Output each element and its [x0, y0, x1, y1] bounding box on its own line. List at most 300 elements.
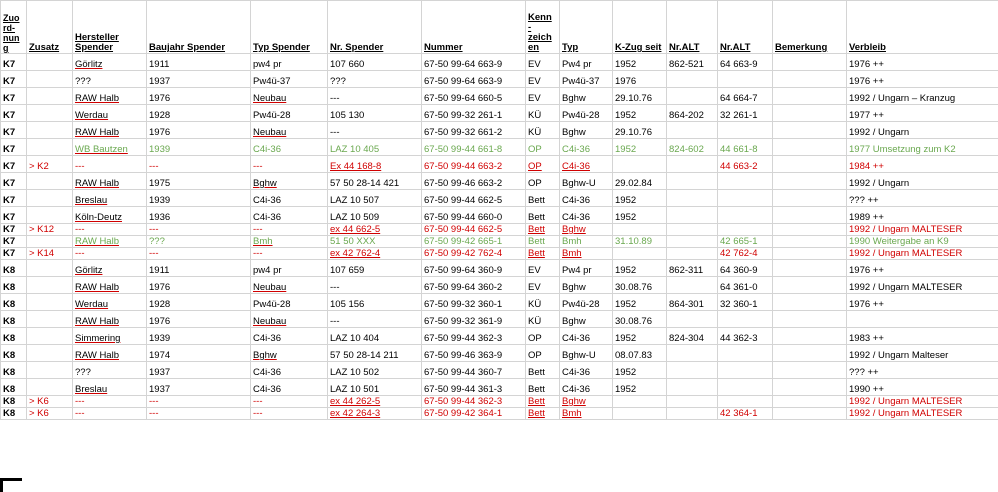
cell-typ-spender: C4i-36 [251, 190, 328, 207]
cell-typ: Pw4ü-28 [560, 105, 613, 122]
cell-zuordnung: K8 [1, 345, 27, 362]
cell-baujahr: 1975 [147, 173, 251, 190]
cell-baujahr: 1937 [147, 379, 251, 396]
header-typ-spender: Typ Spender [251, 1, 328, 54]
cell-baujahr: --- [147, 396, 251, 408]
cell-verbleib: 1992 / Ungarn [847, 122, 998, 139]
cell-baujahr: 1939 [147, 139, 251, 156]
cell-kennzeichen: Bett [526, 190, 560, 207]
cell-hersteller: Werdau [73, 294, 147, 311]
cell-nr-spender: ex 44 662-5 [328, 224, 422, 236]
cell-baujahr: --- [147, 408, 251, 420]
header-nralt-2: Nr.ALT [718, 1, 773, 54]
cell-kennzeichen: EV [526, 260, 560, 277]
cell-zusatz [27, 207, 73, 224]
cell-hersteller: --- [73, 156, 147, 173]
cell-nralt-2 [718, 190, 773, 207]
cell-typ: Bghw [560, 277, 613, 294]
cell-baujahr: 1936 [147, 207, 251, 224]
cell-zusatz [27, 294, 73, 311]
cell-typ-spender: Neubau [251, 311, 328, 328]
cell-typ: Pw4ü-28 [560, 294, 613, 311]
cell-typ-spender: Neubau [251, 277, 328, 294]
cell-typ: C4i-36 [560, 207, 613, 224]
table-row [1, 54, 998, 71]
cell-typ-spender: --- [251, 396, 328, 408]
cell-nralt-2: 44 661-8 [718, 139, 773, 156]
cell-nralt-2: 32 261-1 [718, 105, 773, 122]
table-row [1, 224, 998, 236]
cell-nralt-2 [718, 379, 773, 396]
cell-bemerkung [773, 260, 847, 277]
cell-bemerkung [773, 408, 847, 420]
cell-hersteller: RAW Halb [73, 277, 147, 294]
cell-baujahr: 1928 [147, 105, 251, 122]
cell-bemerkung [773, 190, 847, 207]
cell-nralt-2 [718, 71, 773, 88]
cell-typ: Pw4 pr [560, 260, 613, 277]
cell-baujahr: 1976 [147, 277, 251, 294]
cell-kennzeichen: OP [526, 173, 560, 190]
table-row [1, 248, 998, 260]
header-nralt-1: Nr.ALT [667, 1, 718, 54]
cell-nralt-2 [718, 311, 773, 328]
cell-zuordnung: K8 [1, 260, 27, 277]
cell-typ: C4i-36 [560, 139, 613, 156]
table-row [1, 122, 998, 139]
cell-nummer: 67-50 99-44 361-3 [422, 379, 526, 396]
cell-kzug [613, 224, 667, 236]
cell-bemerkung [773, 105, 847, 122]
table-row [1, 236, 998, 248]
cell-baujahr: 1976 [147, 88, 251, 105]
cell-kzug: 1952 [613, 362, 667, 379]
table-row [1, 379, 998, 396]
cell-hersteller: ??? [73, 71, 147, 88]
cell-zusatz [27, 105, 73, 122]
cell-kzug: 1952 [613, 105, 667, 122]
cell-verbleib: 1983 ++ [847, 328, 998, 345]
cell-bemerkung [773, 328, 847, 345]
cell-nralt-1 [667, 362, 718, 379]
cell-zuordnung: K8 [1, 408, 27, 420]
cell-verbleib: 1976 ++ [847, 294, 998, 311]
cell-nralt-1 [667, 88, 718, 105]
cell-nralt-1: 862-311 [667, 260, 718, 277]
cell-zuordnung: K7 [1, 190, 27, 207]
cell-bemerkung [773, 207, 847, 224]
cell-kennzeichen: KÜ [526, 122, 560, 139]
header-baujahr: Baujahr Spender [147, 1, 251, 54]
table-row [1, 277, 998, 294]
cell-verbleib: 1992 / Ungarn [847, 173, 998, 190]
cell-nummer: 67-50 99-32 661-2 [422, 122, 526, 139]
cell-zuordnung: K8 [1, 396, 27, 408]
cell-zusatz: > K6 [27, 396, 73, 408]
cell-nr-spender: --- [328, 277, 422, 294]
cell-typ-spender: Pw4ü-37 [251, 71, 328, 88]
header-verbleib: Verbleib [847, 1, 998, 54]
cell-hersteller: Simmering [73, 328, 147, 345]
cell-zuordnung: K7 [1, 88, 27, 105]
cell-kennzeichen: OP [526, 139, 560, 156]
cell-hersteller: ??? [73, 362, 147, 379]
cell-hersteller: --- [73, 224, 147, 236]
cell-typ: C4i-36 [560, 328, 613, 345]
cell-nralt-2: 64 664-7 [718, 88, 773, 105]
cell-zusatz [27, 277, 73, 294]
table-row [1, 328, 998, 345]
table-row [1, 105, 998, 122]
header-zuordnung: Zuo rd- nun g [1, 1, 27, 54]
cell-bemerkung [773, 54, 847, 71]
cell-zusatz [27, 71, 73, 88]
cell-baujahr: 1939 [147, 328, 251, 345]
cell-nralt-2: 64 361-0 [718, 277, 773, 294]
cell-nralt-1: 864-301 [667, 294, 718, 311]
cell-typ: C4i-36 [560, 379, 613, 396]
cell-bemerkung [773, 236, 847, 248]
cell-zusatz [27, 190, 73, 207]
cell-nr-spender: ex 42 264-3 [328, 408, 422, 420]
cell-nr-spender: LAZ 10 404 [328, 328, 422, 345]
cell-typ-spender: C4i-36 [251, 379, 328, 396]
cell-baujahr: 1939 [147, 190, 251, 207]
cell-nralt-1 [667, 122, 718, 139]
cell-nralt-2 [718, 173, 773, 190]
cell-kennzeichen: EV [526, 88, 560, 105]
cell-nralt-2: 44 663-2 [718, 156, 773, 173]
cell-kzug: 1952 [613, 379, 667, 396]
cell-zuordnung: K7 [1, 105, 27, 122]
cell-typ: Bghw [560, 311, 613, 328]
cell-kennzeichen: EV [526, 277, 560, 294]
table-row [1, 207, 998, 224]
cell-baujahr: 1976 [147, 122, 251, 139]
cell-verbleib: 1990 Weitergabe an K9 [847, 236, 998, 248]
table-row [1, 345, 998, 362]
cell-nralt-2: 42 364-1 [718, 408, 773, 420]
cell-verbleib: 1976 ++ [847, 260, 998, 277]
cell-zuordnung: K7 [1, 54, 27, 71]
cell-kennzeichen: EV [526, 54, 560, 71]
cell-zusatz [27, 328, 73, 345]
cell-nralt-2: 64 663-9 [718, 54, 773, 71]
cell-zuordnung: K7 [1, 224, 27, 236]
cell-zuordnung: K7 [1, 71, 27, 88]
cell-nummer: 67-50 99-44 660-0 [422, 207, 526, 224]
cell-kzug [613, 248, 667, 260]
table-row [1, 156, 998, 173]
cell-kzug: 30.08.76 [613, 311, 667, 328]
cell-zuordnung: K7 [1, 248, 27, 260]
cell-nummer: 67-50 99-32 361-9 [422, 311, 526, 328]
cell-typ-spender: pw4 pr [251, 260, 328, 277]
cell-zuordnung: K7 [1, 173, 27, 190]
cell-kzug: 1952 [613, 54, 667, 71]
cell-bemerkung [773, 294, 847, 311]
table-row [1, 71, 998, 88]
header-kzug: K-Zug seit [613, 1, 667, 54]
cell-kzug: 08.07.83 [613, 345, 667, 362]
cell-typ-spender: --- [251, 248, 328, 260]
cell-typ: Bmh [560, 248, 613, 260]
cell-bemerkung [773, 71, 847, 88]
cell-kennzeichen: OP [526, 156, 560, 173]
cell-typ-spender: --- [251, 224, 328, 236]
cell-nummer: 67-50 99-42 364-1 [422, 408, 526, 420]
cell-zuordnung: K7 [1, 236, 27, 248]
cell-hersteller: --- [73, 408, 147, 420]
cell-verbleib: 1989 ++ [847, 207, 998, 224]
cell-bemerkung [773, 224, 847, 236]
cell-nralt-1 [667, 173, 718, 190]
cell-hersteller: Breslau [73, 190, 147, 207]
cell-bemerkung [773, 156, 847, 173]
cell-baujahr: 1974 [147, 345, 251, 362]
cell-kzug: 1952 [613, 328, 667, 345]
cell-baujahr: 1911 [147, 260, 251, 277]
selection-corner-marker [0, 478, 22, 492]
cell-nummer: 67-50 99-64 660-5 [422, 88, 526, 105]
cell-kennzeichen: OP [526, 345, 560, 362]
cell-nummer: 67-50 99-44 362-3 [422, 396, 526, 408]
cell-verbleib: 1992 / Ungarn MALTESER [847, 396, 998, 408]
cell-typ-spender: --- [251, 408, 328, 420]
header-bemerkung: Bemerkung [773, 1, 847, 54]
cell-verbleib: 1984 ++ [847, 156, 998, 173]
cell-hersteller: Werdau [73, 105, 147, 122]
cell-typ: Bmh [560, 408, 613, 420]
cell-zuordnung: K7 [1, 122, 27, 139]
cell-zuordnung: K7 [1, 156, 27, 173]
cell-bemerkung [773, 88, 847, 105]
cell-nr-spender: 107 659 [328, 260, 422, 277]
cell-nummer: 67-50 99-44 661-8 [422, 139, 526, 156]
cell-hersteller: RAW Halb [73, 311, 147, 328]
cell-nr-spender: --- [328, 88, 422, 105]
cell-typ: C4i-36 [560, 362, 613, 379]
cell-bemerkung [773, 277, 847, 294]
cell-typ-spender: Neubau [251, 88, 328, 105]
cell-typ-spender: Bmh [251, 236, 328, 248]
cell-kzug: 29.02.84 [613, 173, 667, 190]
table-row [1, 190, 998, 207]
cell-typ-spender: Pw4ü-28 [251, 105, 328, 122]
cell-nummer: 67-50 99-46 663-2 [422, 173, 526, 190]
cell-zusatz [27, 122, 73, 139]
cell-nr-spender: LAZ 10 501 [328, 379, 422, 396]
cell-typ: Bmh [560, 236, 613, 248]
cell-verbleib: ??? ++ [847, 190, 998, 207]
cell-kennzeichen: KÜ [526, 294, 560, 311]
cell-kzug: 1976 [613, 71, 667, 88]
cell-kzug: 1952 [613, 207, 667, 224]
cell-typ-spender: --- [251, 156, 328, 173]
cell-zusatz [27, 54, 73, 71]
cell-typ-spender: pw4 pr [251, 54, 328, 71]
cell-hersteller: RAW Halb [73, 122, 147, 139]
cell-kennzeichen: Bett [526, 248, 560, 260]
cell-typ-spender: C4i-36 [251, 362, 328, 379]
cell-bemerkung [773, 396, 847, 408]
cell-kzug: 1952 [613, 139, 667, 156]
cell-typ-spender: C4i-36 [251, 207, 328, 224]
cell-verbleib: ??? ++ [847, 362, 998, 379]
cell-hersteller: Breslau [73, 379, 147, 396]
cell-verbleib: 1992 / Ungarn MALTESER [847, 224, 998, 236]
table-row [1, 396, 998, 408]
cell-nralt-1 [667, 408, 718, 420]
cell-typ-spender: C4i-36 [251, 139, 328, 156]
cell-kennzeichen: Bett [526, 408, 560, 420]
cell-nralt-1: 824-304 [667, 328, 718, 345]
cell-nralt-2: 42 665-1 [718, 236, 773, 248]
header-kennzeichen: Kenn - zeich en [526, 1, 560, 54]
header-row [1, 1, 998, 54]
cell-nr-spender: 57 50 28-14 211 [328, 345, 422, 362]
cell-nralt-1: 862-521 [667, 54, 718, 71]
cell-nralt-1 [667, 248, 718, 260]
cell-nralt-1 [667, 379, 718, 396]
cell-nummer: 67-50 99-44 662-5 [422, 224, 526, 236]
cell-hersteller: RAW Halb [73, 88, 147, 105]
cell-nr-spender: 105 156 [328, 294, 422, 311]
cell-hersteller: RAW Halb [73, 345, 147, 362]
cell-nralt-1 [667, 190, 718, 207]
cell-zuordnung: K8 [1, 328, 27, 345]
cell-zuordnung: K7 [1, 139, 27, 156]
cell-nr-spender: --- [328, 122, 422, 139]
cell-zusatz [27, 311, 73, 328]
table-row [1, 362, 998, 379]
cell-zusatz [27, 362, 73, 379]
cell-zusatz [27, 345, 73, 362]
cell-verbleib: 1990 ++ [847, 379, 998, 396]
cell-nummer: 67-50 99-64 663-9 [422, 54, 526, 71]
cell-hersteller: WB Bautzen [73, 139, 147, 156]
cell-typ-spender: Pw4ü-28 [251, 294, 328, 311]
cell-verbleib: 1992 / Ungarn Malteser [847, 345, 998, 362]
cell-nr-spender: 105 130 [328, 105, 422, 122]
cell-zuordnung: K7 [1, 207, 27, 224]
cell-kennzeichen: Bett [526, 207, 560, 224]
cell-typ: Bghw [560, 224, 613, 236]
cell-hersteller: RAW Halb [73, 236, 147, 248]
cell-verbleib: 1992 / Ungarn MALTESER [847, 248, 998, 260]
cell-nummer: 67-50 99-32 360-1 [422, 294, 526, 311]
cell-hersteller: RAW Halb [73, 173, 147, 190]
cell-hersteller: --- [73, 396, 147, 408]
cell-zusatz [27, 260, 73, 277]
cell-kzug: 1952 [613, 260, 667, 277]
cell-zusatz [27, 88, 73, 105]
cell-nralt-1 [667, 236, 718, 248]
header-zusatz: Zusatz [27, 1, 73, 54]
cell-typ: Pw4ü-37 [560, 71, 613, 88]
cell-nummer: 67-50 99-46 363-9 [422, 345, 526, 362]
cell-kzug: 30.08.76 [613, 277, 667, 294]
cell-nummer: 67-50 99-32 261-1 [422, 105, 526, 122]
cell-typ: C4i-36 [560, 156, 613, 173]
cell-hersteller: --- [73, 248, 147, 260]
cell-nr-spender: LAZ 10 405 [328, 139, 422, 156]
cell-bemerkung [773, 345, 847, 362]
cell-typ-spender: Bghw [251, 173, 328, 190]
cell-nr-spender: ex 44 262-5 [328, 396, 422, 408]
cell-nralt-2 [718, 207, 773, 224]
cell-nralt-2: 32 360-1 [718, 294, 773, 311]
cell-hersteller: Görlitz [73, 260, 147, 277]
cell-baujahr: 1937 [147, 362, 251, 379]
cell-bemerkung [773, 122, 847, 139]
cell-kennzeichen: OP [526, 328, 560, 345]
cell-typ: Bghw-U [560, 345, 613, 362]
cell-nralt-2 [718, 224, 773, 236]
cell-zusatz: > K2 [27, 156, 73, 173]
table-row [1, 408, 998, 420]
cell-nummer: 67-50 99-64 360-9 [422, 260, 526, 277]
cell-kennzeichen: KÜ [526, 105, 560, 122]
cell-kzug: 1952 [613, 294, 667, 311]
cell-typ-spender: C4i-36 [251, 328, 328, 345]
cell-verbleib [847, 311, 998, 328]
cell-verbleib: 1992 / Ungarn MALTESER [847, 277, 998, 294]
cell-verbleib: 1992 / Ungarn MALTESER [847, 408, 998, 420]
cell-zusatz: > K6 [27, 408, 73, 420]
cell-nralt-1 [667, 71, 718, 88]
cell-verbleib: 1976 ++ [847, 54, 998, 71]
cell-nummer: 67-50 99-42 665-1 [422, 236, 526, 248]
cell-nummer: 67-50 99-44 360-7 [422, 362, 526, 379]
cell-zusatz [27, 236, 73, 248]
cell-nralt-1 [667, 345, 718, 362]
cell-kennzeichen: Bett [526, 362, 560, 379]
header-nr-spender: Nr. Spender [328, 1, 422, 54]
cell-kennzeichen: Bett [526, 396, 560, 408]
cell-zuordnung: K8 [1, 277, 27, 294]
cell-nralt-1: 824-602 [667, 139, 718, 156]
cell-bemerkung [773, 311, 847, 328]
cell-bemerkung [773, 379, 847, 396]
cell-nummer: 67-50 99-42 762-4 [422, 248, 526, 260]
cell-nralt-1 [667, 207, 718, 224]
cell-kzug: 31.10.89 [613, 236, 667, 248]
cell-baujahr: 1976 [147, 311, 251, 328]
cell-zusatz [27, 139, 73, 156]
cell-kzug [613, 156, 667, 173]
cell-nr-spender: LAZ 10 502 [328, 362, 422, 379]
cell-typ: Bghw [560, 88, 613, 105]
cell-nr-spender: LAZ 10 507 [328, 190, 422, 207]
cell-nummer: 67-50 99-44 663-2 [422, 156, 526, 173]
header-nummer: Nummer [422, 1, 526, 54]
cell-nr-spender: Ex 44 168-8 [328, 156, 422, 173]
cell-nralt-2: 42 762-4 [718, 248, 773, 260]
cell-bemerkung [773, 362, 847, 379]
cell-nummer: 67-50 99-44 662-5 [422, 190, 526, 207]
table-row [1, 88, 998, 105]
cell-kzug: 29.10.76 [613, 88, 667, 105]
cell-kennzeichen: KÜ [526, 311, 560, 328]
cell-nralt-1 [667, 396, 718, 408]
cell-zusatz: > K14 [27, 248, 73, 260]
cell-hersteller: Köln-Deutz [73, 207, 147, 224]
cell-kennzeichen: Bett [526, 224, 560, 236]
cell-nr-spender: LAZ 10 509 [328, 207, 422, 224]
cell-zusatz [27, 379, 73, 396]
header-typ: Typ [560, 1, 613, 54]
